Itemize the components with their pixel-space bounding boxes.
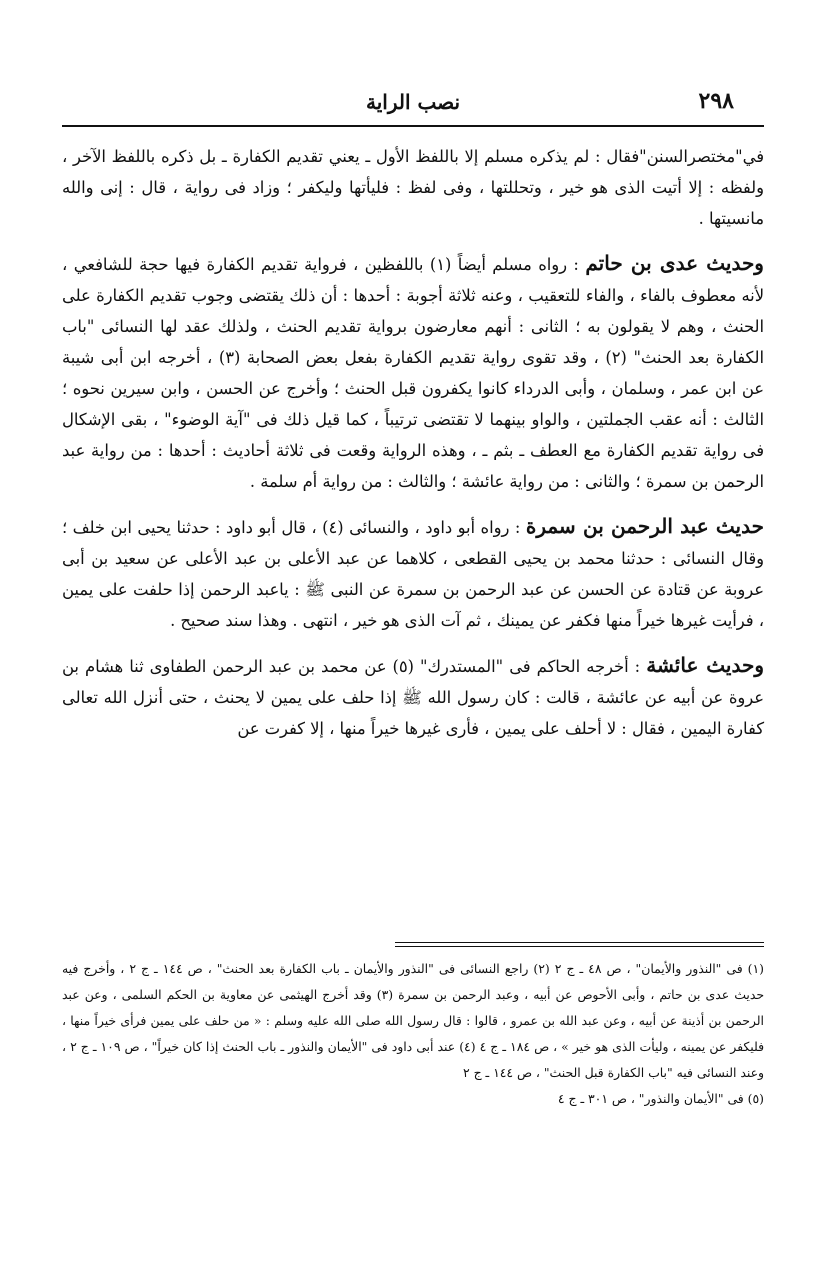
- paragraph: [62, 511, 764, 636]
- paragraph: [62, 650, 764, 744]
- paragraph: [62, 248, 764, 497]
- page-number: ٢٩٨: [698, 88, 734, 114]
- main-text: [62, 140, 764, 758]
- header-rule: [62, 125, 764, 127]
- paragraph-lead: حديث عبد الرحمن بن سمرة: [525, 514, 764, 538]
- paragraph-text: : أخرجه الحاكم فى "المستدرك" (٥) عن محمد بن عبد الرحمن الطفاوى ثنا هشام بن عروة عن أبيه عن عائشة ، قالت : كان رسول الله ﷺ إذا حلف على يمين لا يحنث ، حتى أنزل الله تعالى كفارة اليمين ، فقال : لا أحلف على يمين ، فأرى غيرها خيراً منها ، إلا كفرت عن: [62, 657, 764, 738]
- paragraph-text: : رواه مسلم أيضاً (١) باللفظين ، فرواية تقديم الكفارة فيها حجة للشافعي ، لأنه معطوف بالفاء ، والفاء للتعقيب ، وعنه ثلاثة أجوبة : أحدها : أن ذلك يقتضى وجوب تقديم الكفارة على الحنث ، وهم لا يقولون به ؛ الثانى : أنهم معارضون برواية تقديم الحنث ، ولذلك عقد لها النسائى "باب الكفارة بعد الحنث" (٢) ، وقد تقوى رواية تقديم الكفارة بفعل بعض الصحابة (٣) ، أخرجه ابن أبى شيبة عن ابن عمر ، وسلمان ، وأبى الدرداء كانوا يكفرون قبل الحنث ؛ وأخرج عن الحسن ، وابن سيرين نحوه ؛ الثالث : أنه عقب الجملتين ، والواو بينهما لا تقتضى ترتيباً ، كما قيل ذلك فى "آية الوضوء" ، بقى الإشكال فى رواية تقديم الكفارة مع العطف ـ بثم ـ ، وهذه الرواية وقعت فى ثلاثة أحاديث : أحدها : من رواية عبد الرحمن بن سمرة ؛ والثانى : من رواية عائشة ؛ والثالث : من رواية أم سلمة .: [62, 255, 764, 491]
- page-header: [62, 82, 764, 116]
- paragraph-lead: وحديث عدى بن حاتم: [585, 251, 764, 275]
- paragraph: [62, 140, 764, 234]
- footnote: (٥) فى "الأيمان والنذور" ، ص ٣٠١ ـ ج ٤: [557, 1091, 764, 1106]
- footnote-rule: [395, 942, 764, 943]
- paragraph-text: : رواه أبو داود ، والنسائى (٤) ، قال أبو داود : حدثنا يحيى ابن خلف ؛ وقال النسائى : حدثنا محمد بن يحيى القطعى ، كلاهما عن عبد الأعلى بن عبد الأعلى عن سعيد بن أبى عروبة عن قتادة عن الحسن عن عبد الرحمن بن سمرة عن النبى ﷺ : ياعبد الرحمن إذا حلفت على يمين ، فرأيت غيرها خيراً منها فكفر عن يمينك ، ثم آت الذى هو خير ، انتهى . وهذا سند صحيح .: [62, 518, 764, 630]
- paragraph-text: في"مختصرالسنن"فقال : لم يذكره مسلم إلا باللفظ الأول ـ يعني تقديم الكفارة ـ بل ذكره باللفظ الآخر ، ولفظه : إلا أتيت الذى هو خير ، وتحللتها ، وفى لفظ : فليأتها وليكفر ؛ وزاد فى رواية ، قال : إنى والله مانسيتها .: [62, 147, 764, 228]
- running-title: نصب الراية: [365, 90, 461, 114]
- footnote-rule: [395, 946, 764, 947]
- footnotes: [62, 956, 764, 1112]
- paragraph-lead: وحديث عائشة: [646, 653, 764, 677]
- footnote: (١) فى "النذور والأيمان" ، ص ٤٨ ـ ج ٢ (٢) راجع النسائى فى "النذور والأيمان ـ باب الكفارة بعد الحنث" ، ص ١٤٤ ـ ج ٢ ، وأخرج فيه حديث عدى بن حاتم ، وأبى الأحوص عن أبيه ، وعبد الرحمن بن سمرة (٣) وقد أخرج الهيثمى عن معاوية بن الحكم السلمى ، وعن عبد الرحمن بن أذينة عن أبيه ، وعن عبد الله بن عمرو ، قالوا : قال رسول الله صلى الله عليه وسلم : « من حلف على يمين فرأى خيراً منها ، فليكفر عن يمينه ، وليأت الذى هو خير » ، ص ١٨٤ ـ ج ٤ (٤) عند أبى داود فى "الأيمان والنذور ـ باب الحنث إذا كان خيراً" ، ص ١٠٩ ـ ج ٢ ، وعند النسائى فيه "باب الكفارة قبل الحنث" ، ص ١٤٤ ـ ج ٢: [62, 961, 765, 1080]
